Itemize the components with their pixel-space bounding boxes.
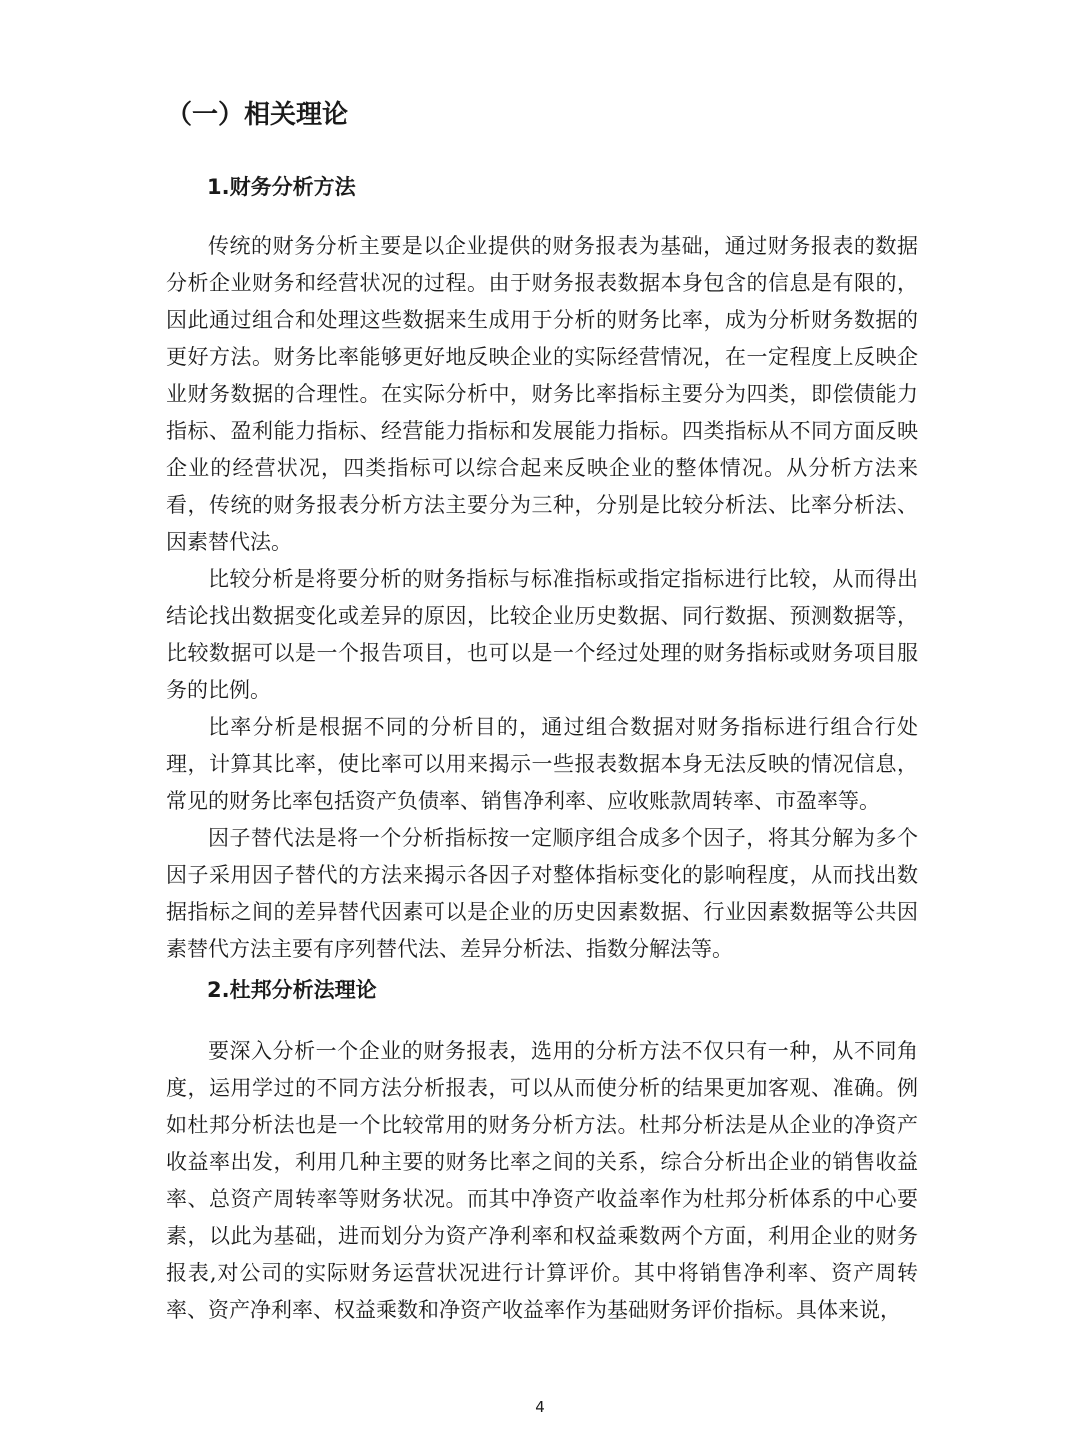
paragraph: 要深入分析一个企业的财务报表，选用的分析方法不仅只有一种，从不同角度，运用学过的不同方法分析报表，可以从而使分析的结果更加客观、准确。例如杜邦分析法也是一个比较常用的财务分析方法。杜邦分析法是从企业的净资产收益率出发，利用几种主要的财务比率之间的关系，综合分析出企业的销售收益率、总资产周转率等财务状况。而其中净资产收益率作为杜邦分析体系的中心要素，以此为基础，进而划分为资产净利率和权益乘数两个方面，利用企业的财务报表,对公司的实际财务运营状况进行计算评价。其中将销售净利率、资产周转率、资产净利率、权益乘数和净资产收益率作为基础财务评价指标。具体来说， <box>166 1039 918 1322</box>
subsection-heading-2: 2.杜邦分析法理论 <box>207 978 377 1002</box>
subsection-heading-1: 1.财务分析方法 <box>207 175 356 199</box>
section-title: （一）相关理论 <box>166 100 349 130</box>
subsection-body-1 <box>166 228 918 968</box>
paragraph: 比较分析是将要分析的财务指标与标准指标或指定指标进行比较，从而得出结论找出数据变化或差异的原因，比较企业历史数据、同行数据、预测数据等，比较数据可以是一个报告项目，也可以是一个经过处理的财务指标或财务项目服务的比例。 <box>166 567 918 702</box>
page-number: 4 <box>535 1398 545 1416</box>
paragraph: 比率分析是根据不同的分析目的，通过组合数据对财务指标进行组合行处理，计算其比率，使比率可以用来揭示一些报表数据本身无法反映的情况信息，常见的财务比率包括资产负债率、销售净利率、应收账款周转率、市盈率等。 <box>166 715 918 813</box>
paragraph: 传统的财务分析主要是以企业提供的财务报表为基础，通过财务报表的数据分析企业财务和经营状况的过程。由于财务报表数据本身包含的信息是有限的，因此通过组合和处理这些数据来生成用于分析的财务比率，成为分析财务数据的更好方法。财务比率能够更好地反映企业的实际经营情况，在一定程度上反映企业财务数据的合理性。在实际分析中，财务比率指标主要分为四类，即偿债能力指标、盈利能力指标、经营能力指标和发展能力指标。四类指标从不同方面反映企业的经营状况，四类指标可以综合起来反映企业的整体情况。从分析方法来看，传统的财务报表分析方法主要分为三种，分别是比较分析法、比率分析法、因素替代法。 <box>166 234 918 554</box>
subsection-body-2 <box>166 1033 918 1329</box>
paragraph: 因子替代法是将一个分析指标按一定顺序组合成多个因子，将其分解为多个因子采用因子替代的方法来揭示各因子对整体指标变化的影响程度，从而找出数据指标之间的差异替代因素可以是企业的历史因素数据、行业因素数据等公共因素替代方法主要有序列替代法、差异分析法、指数分解法等。 <box>166 826 918 961</box>
